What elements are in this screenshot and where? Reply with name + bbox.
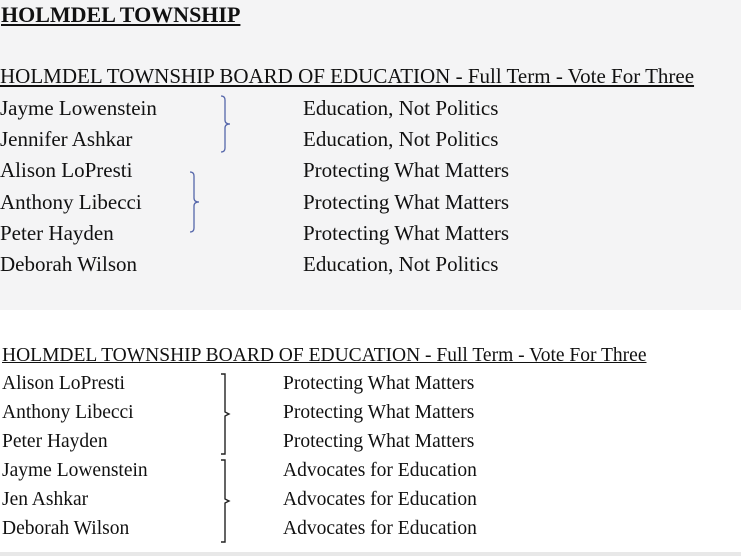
candidate-name: Jennifer Ashkar — [0, 127, 133, 151]
page-edge — [0, 552, 741, 556]
slate-bracket — [218, 94, 234, 154]
candidate-slogan: Protecting What Matters — [283, 373, 475, 394]
candidate-slogan: Education, Not Politics — [303, 127, 499, 151]
candidate-name: Alison LoPresti — [2, 373, 125, 394]
candidate-name: Deborah Wilson — [0, 252, 137, 276]
candidate-name: Alison LoPresti — [0, 158, 133, 182]
candidate-name: Peter Hayden — [2, 431, 108, 452]
candidate-slogan: Protecting What Matters — [283, 402, 475, 423]
slate-bracket — [218, 458, 234, 544]
ballot-panel-bottom — [0, 322, 741, 556]
ballot-heading-bottom: HOLMDEL TOWNSHIP BOARD OF EDUCATION - Full Term - Vote For Three — [2, 345, 647, 366]
candidate-name: Jen Ashkar — [2, 489, 89, 510]
candidate-slogan: Advocates for Education — [283, 460, 477, 481]
candidate-slogan: Education, Not Politics — [303, 252, 499, 276]
slate-bracket — [218, 372, 234, 456]
candidate-name: Jayme Lowenstein — [0, 96, 157, 120]
candidate-name: Peter Hayden — [0, 221, 114, 245]
candidate-name: Anthony Libecci — [0, 190, 142, 214]
section-divider — [0, 310, 741, 322]
township-title: HOLMDEL TOWNSHIP — [1, 2, 241, 27]
candidate-name: Jayme Lowenstein — [2, 460, 148, 481]
candidate-slogan: Protecting What Matters — [303, 190, 510, 214]
candidate-slogan: Protecting What Matters — [303, 158, 510, 182]
candidate-name: Deborah Wilson — [2, 518, 130, 539]
slate-bracket — [187, 170, 203, 234]
candidate-slogan: Advocates for Education — [283, 518, 477, 539]
candidate-slogan: Protecting What Matters — [303, 221, 510, 245]
candidate-slogan: Education, Not Politics — [303, 96, 499, 120]
candidate-slogan: Protecting What Matters — [283, 431, 475, 452]
candidate-slogan: Advocates for Education — [283, 489, 477, 510]
candidate-name: Anthony Libecci — [2, 402, 134, 423]
ballot-heading-top: HOLMDEL TOWNSHIP BOARD OF EDUCATION - Full Term - Vote For Three — [0, 64, 695, 88]
